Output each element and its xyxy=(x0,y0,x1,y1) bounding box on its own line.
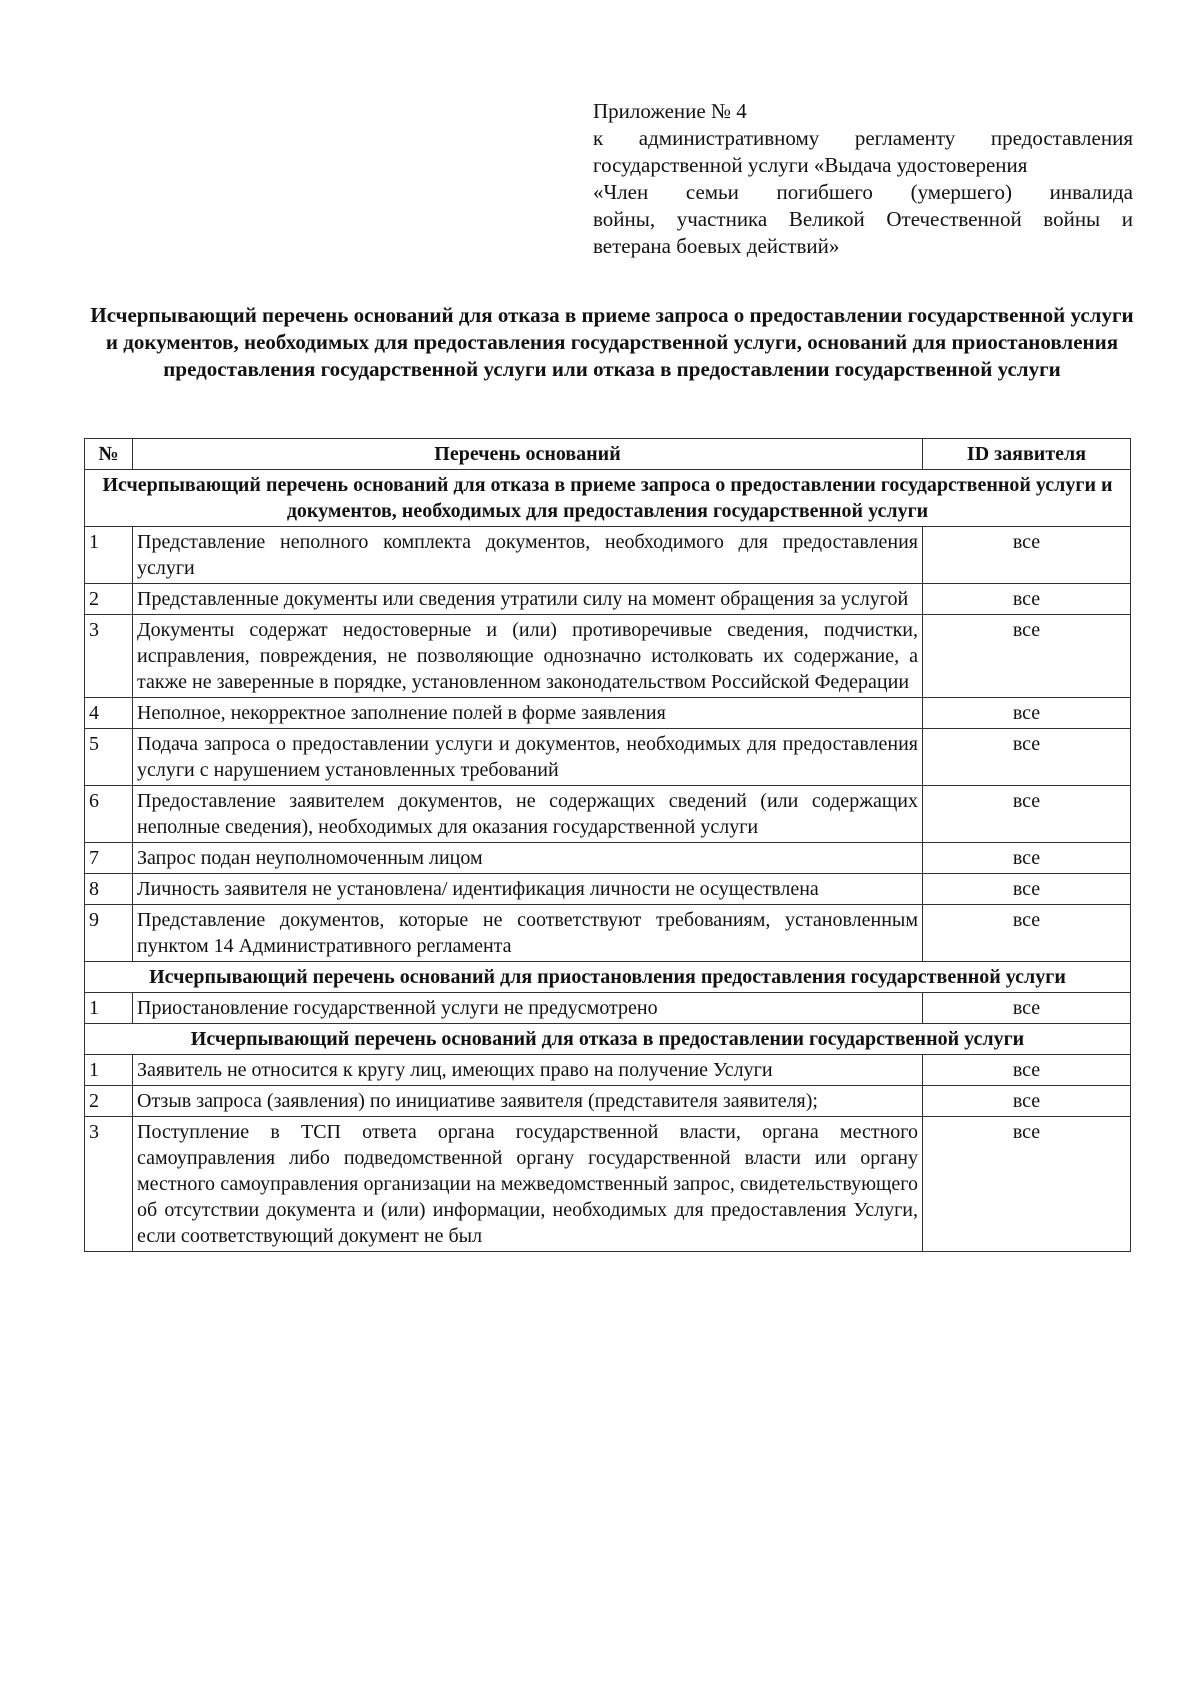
row-text: Приостановление государственной услуги не предусмотрено xyxy=(133,993,923,1024)
row-applicant-id: все xyxy=(923,729,1131,786)
annex-line: войны, участника Великой Отечественной войны и xyxy=(593,207,1133,231)
table-row xyxy=(85,905,1131,962)
table-row xyxy=(85,584,1131,615)
row-text: Представление документов, которые не соответствуют требованиям, установленным пунктом 14 Административного регламента xyxy=(133,905,923,962)
table-row xyxy=(85,786,1131,843)
row-text: Неполное, некорректное заполнение полей в форме заявления xyxy=(133,698,923,729)
table-row xyxy=(85,874,1131,905)
row-applicant-id: все xyxy=(923,843,1131,874)
row-text: Предоставление заявителем документов, не содержащих сведений (или содержащих неполные сведения), необходимых для оказания государственной услуги xyxy=(133,786,923,843)
row-num: 6 xyxy=(85,786,133,843)
header-applicant-id: ID заявителя xyxy=(923,439,1131,470)
row-num: 9 xyxy=(85,905,133,962)
table-row xyxy=(85,993,1131,1024)
row-applicant-id: все xyxy=(923,1055,1131,1086)
annex-header xyxy=(593,98,1133,260)
row-num: 1 xyxy=(85,527,133,584)
row-text: Представленные документы или сведения утратили силу на момент обращения за услугой xyxy=(133,584,923,615)
annex-line: государственной услуги «Выдача удостоверения xyxy=(593,153,1028,177)
row-applicant-id: все xyxy=(923,874,1131,905)
row-applicant-id: все xyxy=(923,615,1131,698)
row-applicant-id: все xyxy=(923,993,1131,1024)
row-num: 3 xyxy=(85,1117,133,1252)
header-num: № xyxy=(85,439,133,470)
row-num: 4 xyxy=(85,698,133,729)
table-row xyxy=(85,698,1131,729)
row-applicant-id: все xyxy=(923,584,1131,615)
row-applicant-id: все xyxy=(923,1117,1131,1252)
section-title: Исчерпывающий перечень оснований для отказа в приеме запроса о предоставлении государственной услуги и документов, необходимых для предоставления государственной услуги xyxy=(102,474,1113,522)
table-row xyxy=(85,1055,1131,1086)
row-num: 8 xyxy=(85,874,133,905)
row-text: Документы содержат недостоверные и (или) противоречивые сведения, подчистки, исправления, повреждения, не позволяющие однозначно истолковать их содержание, а также не заверенные в порядке, установленном законодательством Российской Федерации xyxy=(133,615,923,698)
row-text: Запрос подан неуполномоченным лицом xyxy=(133,843,923,874)
row-text: Представление неполного комплекта документов, необходимого для предоставления услуги xyxy=(133,527,923,584)
row-applicant-id: все xyxy=(923,905,1131,962)
annex-line: Приложение № 4 xyxy=(593,99,747,123)
row-applicant-id: все xyxy=(923,527,1131,584)
row-applicant-id: все xyxy=(923,786,1131,843)
section-title: Исчерпывающий перечень оснований для приостановления предоставления государственной услуги xyxy=(149,966,1066,988)
annex-line: «Член семьи погибшего (умершего) инвалида xyxy=(593,180,1133,204)
table-row xyxy=(85,729,1131,786)
row-text: Заявитель не относится к кругу лиц, имеющих право на получение Услуги xyxy=(133,1055,923,1086)
section-header-row xyxy=(85,962,1131,993)
row-text: Подача запроса о предоставлении услуги и документов, необходимых для предоставления услуги с нарушением установленных требований xyxy=(133,729,923,786)
table-header-row xyxy=(85,439,1131,470)
annex-line: ветерана боевых действий» xyxy=(593,234,840,258)
header-grounds: Перечень оснований xyxy=(133,439,923,470)
row-text: Отзыв запроса (заявления) по инициативе заявителя (представителя заявителя); xyxy=(133,1086,923,1117)
grounds-table xyxy=(84,438,1131,1252)
section-title: Исчерпывающий перечень оснований для отказа в предоставлении государственной услуги xyxy=(190,1028,1025,1050)
row-text: Личность заявителя не установлена/ идентификация личности не осуществлена xyxy=(133,874,923,905)
row-text: Поступление в ТСП ответа органа государственной власти, органа местного самоуправления либо подведомственной органу государственной власти или органу местного самоуправления организации на межведомственный запрос, свидетельствующего об отсутствии документа и (или) информации, необходимых для предоставления Услуги, если соответствующий документ не был xyxy=(133,1117,923,1252)
row-applicant-id: все xyxy=(923,1086,1131,1117)
table-row xyxy=(85,527,1131,584)
row-num: 7 xyxy=(85,843,133,874)
row-num: 1 xyxy=(85,993,133,1024)
row-num: 2 xyxy=(85,584,133,615)
annex-line: к административному регламенту предоставления xyxy=(593,126,1133,150)
table-row xyxy=(85,843,1131,874)
section-header-row xyxy=(85,470,1131,527)
table-row xyxy=(85,1086,1131,1117)
row-num: 5 xyxy=(85,729,133,786)
row-num: 3 xyxy=(85,615,133,698)
document-title: Исчерпывающий перечень оснований для отказа в приеме запроса о предоставлении государственной услуги и документов, необходимых для предоставления государственной услуги, оснований для приостановления предоставления государственной услуги или отказа в предоставлении государственной услуги xyxy=(90,303,1134,381)
table-row xyxy=(85,1117,1131,1252)
table-row xyxy=(85,615,1131,698)
row-num: 1 xyxy=(85,1055,133,1086)
row-num: 2 xyxy=(85,1086,133,1117)
row-applicant-id: все xyxy=(923,698,1131,729)
section-header-row xyxy=(85,1024,1131,1055)
